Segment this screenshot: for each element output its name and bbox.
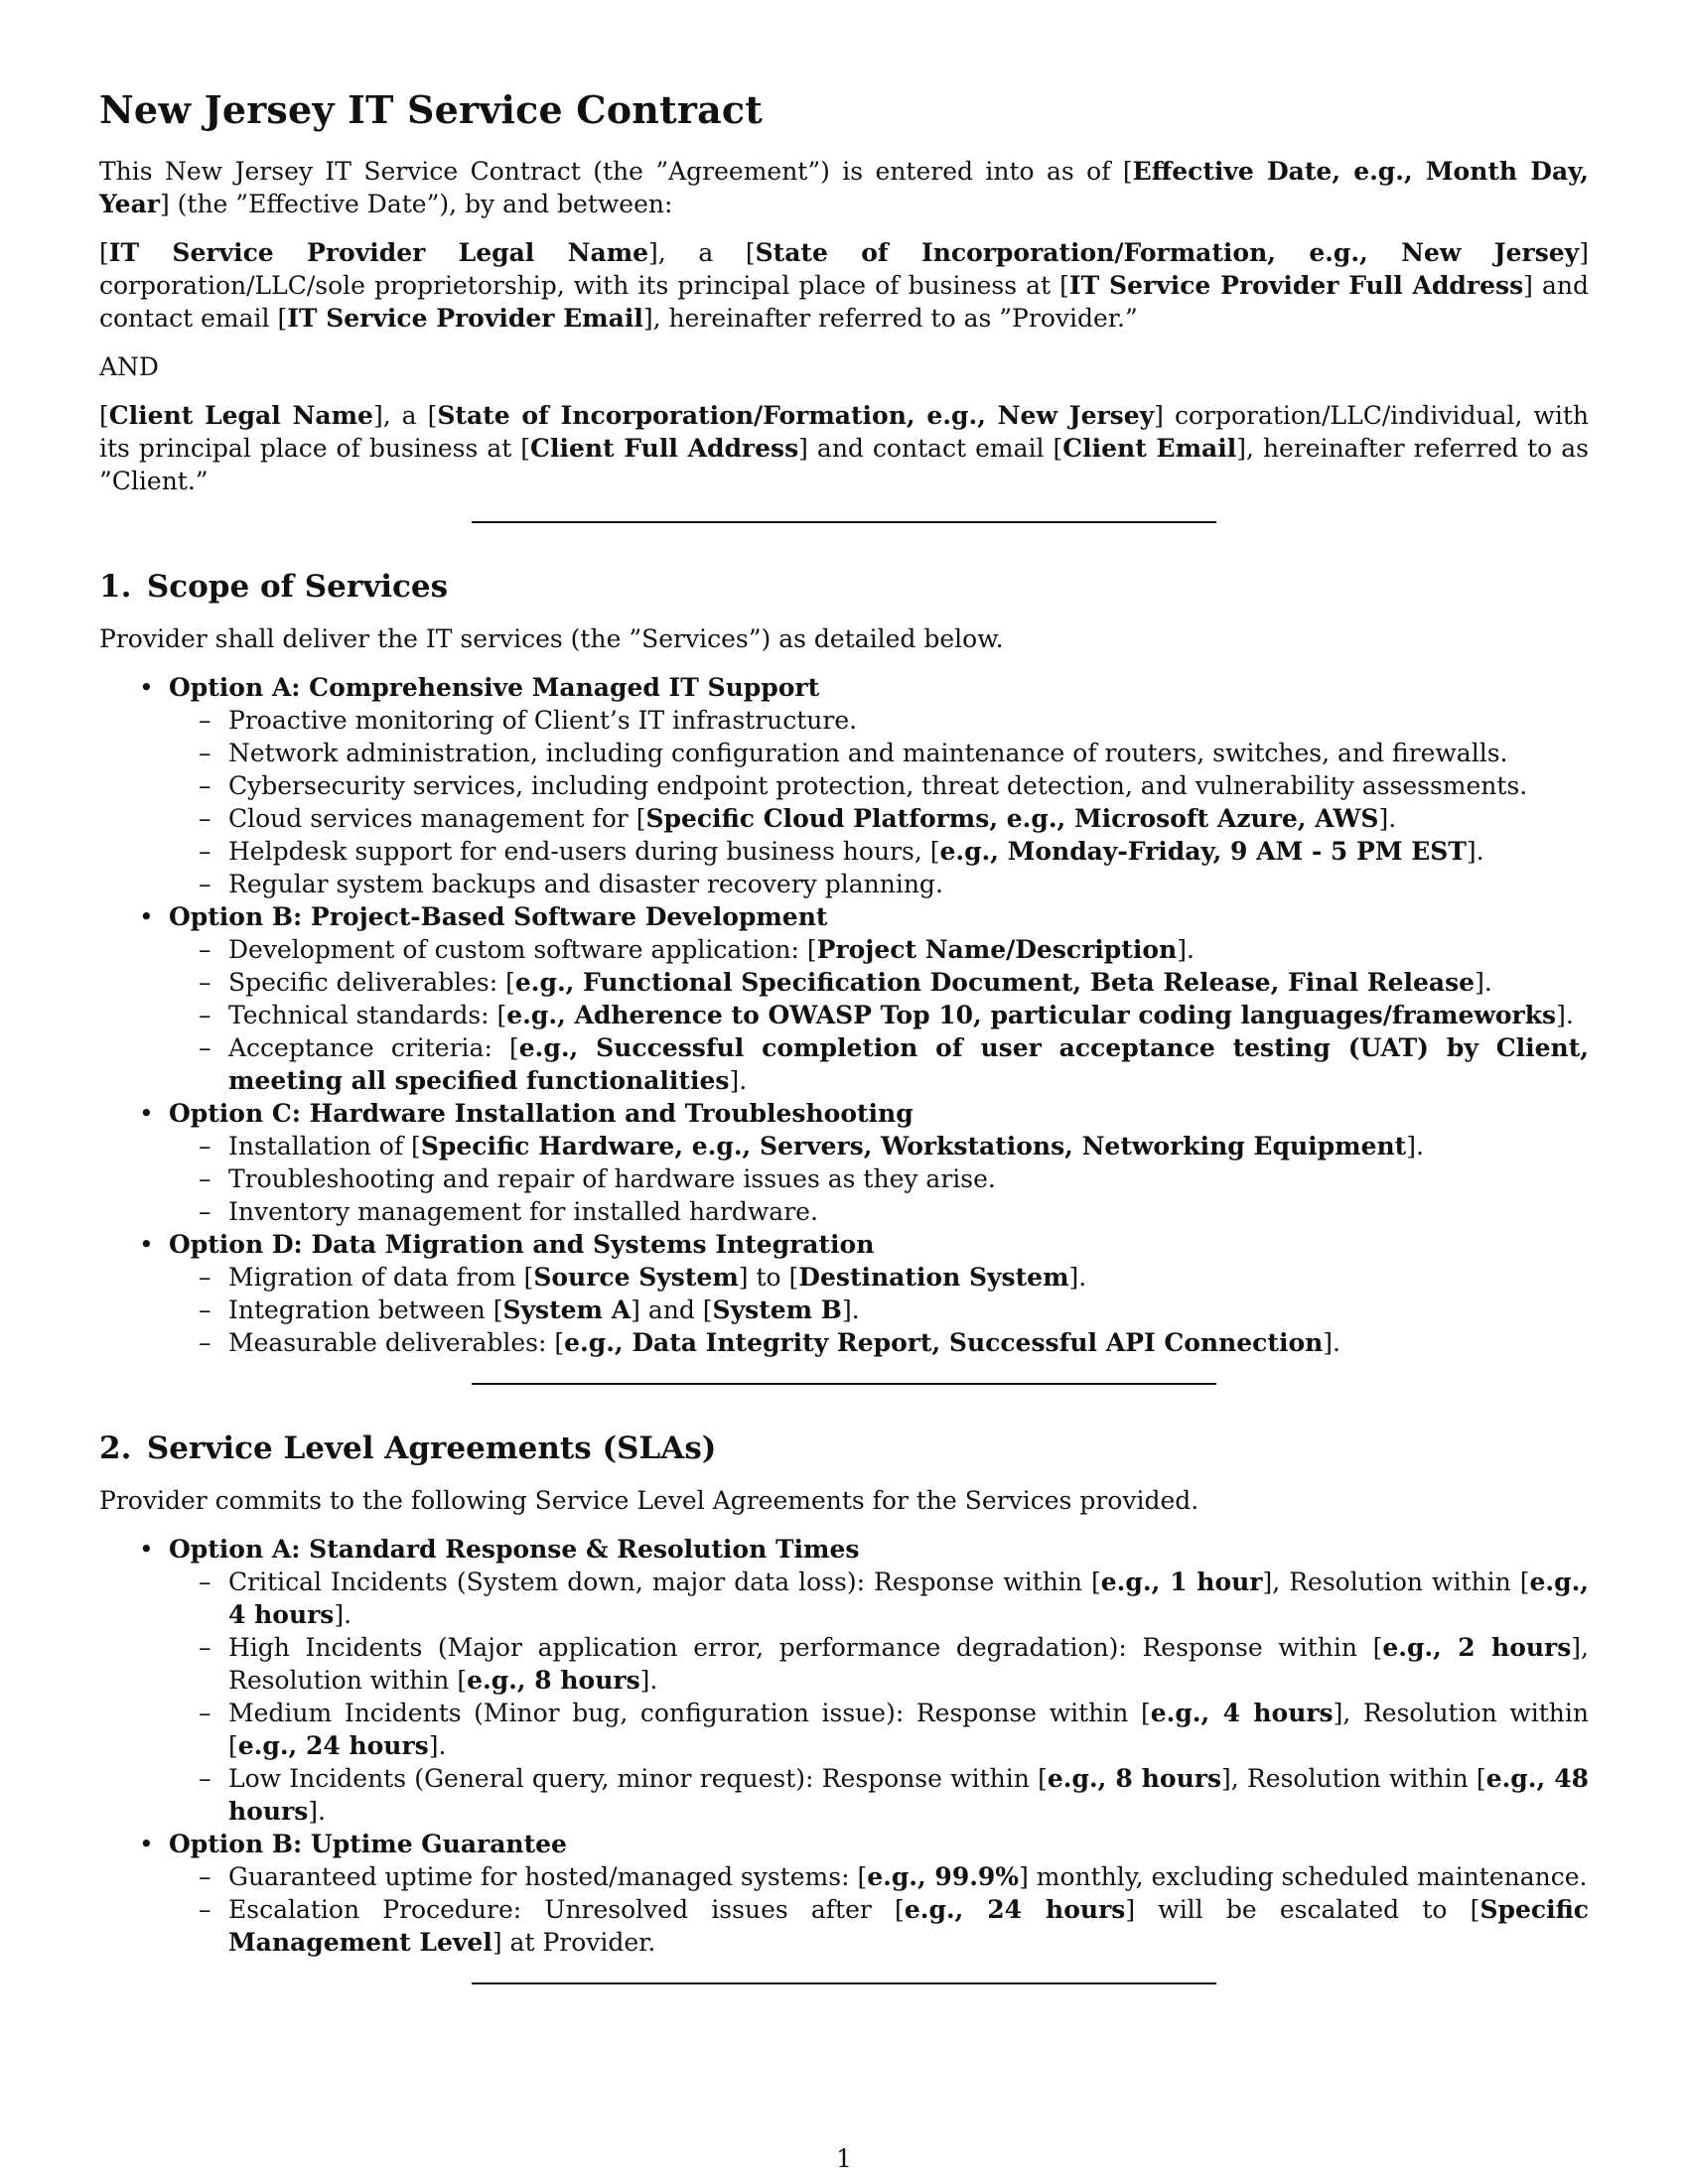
text-run: Integration between [ bbox=[228, 1296, 503, 1324]
option-detail-item bbox=[169, 1762, 1589, 1828]
text-run: ]. bbox=[428, 1731, 447, 1760]
text-run: ] and [ bbox=[631, 1296, 713, 1324]
text-run: ]. bbox=[1177, 935, 1195, 964]
text-run: Troubleshooting and repair of hardware issues as they arise. bbox=[228, 1164, 996, 1193]
document-title: New Jersey IT Service Contract bbox=[99, 87, 763, 132]
text-run: This New Jersey IT Service Contract (the ”Agreement”) is entered into as of bbox=[99, 157, 1123, 186]
text-run: Network administration, including configuration and maintenance of routers, switches, and firewalls. bbox=[228, 739, 1508, 767]
text-run: ] and contact email [ bbox=[99, 271, 1589, 333]
horizontal-rule bbox=[472, 1982, 1216, 1984]
document-content bbox=[99, 87, 1589, 2028]
placeholder-field: Specific Management Level bbox=[228, 1895, 1589, 1957]
placeholder-field: Client Email bbox=[1062, 434, 1237, 463]
text-run: Escalation Procedure: Unresolved issues after [ bbox=[228, 1895, 905, 1924]
text-run: ]. bbox=[1475, 968, 1492, 997]
text-run: ]. bbox=[1323, 1328, 1340, 1357]
text-run: ]. bbox=[1068, 1263, 1087, 1292]
text-run: ]. bbox=[308, 1797, 326, 1826]
text-run: ] (the ”Effective Date”), by and between: bbox=[159, 190, 673, 218]
page-number: 1 bbox=[836, 2144, 852, 2173]
text-run: Inventory management for installed hardware. bbox=[228, 1197, 818, 1226]
option-sublist bbox=[169, 1130, 1589, 1228]
placeholder-field: Source System bbox=[533, 1263, 739, 1292]
option-sublist bbox=[169, 704, 1589, 900]
text-run: ]. bbox=[729, 1066, 748, 1095]
placeholder-field: IT Service Provider Full Address bbox=[1068, 271, 1524, 300]
placeholder-field: e.g., 4 hours bbox=[228, 1568, 1589, 1629]
option-sublist bbox=[169, 1566, 1589, 1828]
option-title: Option A: Standard Response & Resolution Times bbox=[169, 1535, 860, 1564]
text-run: ], hereinafter referred to as ”Client.” bbox=[99, 434, 1589, 495]
option-detail-item bbox=[169, 868, 1589, 900]
text-run: ], hereinafter referred to as ”Provider.” bbox=[642, 304, 1138, 333]
text-run: ] and contact email [ bbox=[798, 434, 1063, 463]
placeholder-field: System A bbox=[502, 1296, 632, 1324]
placeholder-field: IT Service Provider Legal Name bbox=[108, 238, 649, 267]
text-run: Regular system backups and disaster recovery planning. bbox=[228, 870, 943, 898]
option-detail-item bbox=[169, 1261, 1589, 1294]
placeholder-field: e.g., 24 hours bbox=[904, 1895, 1126, 1924]
option-detail-item bbox=[169, 1893, 1589, 1959]
option-item bbox=[99, 1228, 1589, 1359]
text-run: ] at Provider. bbox=[492, 1928, 656, 1957]
placeholder-field: Specific Cloud Platforms, e.g., Microsoft Azure, AWS bbox=[645, 804, 1379, 833]
text-run: ] corporation/LLC/sole proprietorship, with its principal place of business at [ bbox=[99, 238, 1589, 300]
option-detail-item bbox=[169, 1130, 1589, 1162]
option-detail-item bbox=[169, 933, 1589, 966]
option-sublist bbox=[169, 933, 1589, 1097]
text-run: Helpdesk support for end-users during business hours, [ bbox=[228, 837, 940, 866]
option-detail-item bbox=[169, 966, 1589, 999]
client-paragraph bbox=[99, 399, 1589, 497]
option-item bbox=[99, 900, 1589, 1097]
placeholder-field: System B bbox=[712, 1296, 842, 1324]
text-run: ]. bbox=[841, 1296, 860, 1324]
horizontal-rule bbox=[472, 1383, 1216, 1385]
sections-container bbox=[99, 567, 1589, 1984]
text-run: ]. bbox=[1466, 837, 1484, 866]
text-run: ] will be escalated to [ bbox=[1125, 1895, 1480, 1924]
horizontal-rule bbox=[472, 521, 1216, 523]
placeholder-field: e.g., 8 hours bbox=[1047, 1764, 1222, 1793]
text-run: ], Resolution within [ bbox=[1221, 1764, 1486, 1793]
text-run: [ bbox=[1122, 157, 1133, 186]
text-run: [ bbox=[99, 238, 109, 267]
text-run: ] corporation/LLC/individual, with its principal place of business at [ bbox=[99, 401, 1589, 463]
option-detail-item bbox=[169, 1195, 1589, 1228]
placeholder-field: e.g., 1 hour bbox=[1100, 1568, 1263, 1596]
option-detail-item bbox=[169, 1162, 1589, 1195]
placeholder-field: State of Incorporation/Formation, e.g., New Jersey bbox=[437, 401, 1155, 430]
text-run: ]. bbox=[1378, 804, 1397, 833]
placeholder-field: e.g., 24 hours bbox=[237, 1731, 429, 1760]
text-run: ]. bbox=[1406, 1132, 1424, 1160]
placeholder-field: e.g., Functional Specification Document, Beta Release, Final Release bbox=[514, 968, 1476, 997]
options-list bbox=[99, 671, 1589, 1359]
option-detail-item bbox=[169, 1031, 1589, 1097]
text-run: ]. bbox=[639, 1666, 658, 1695]
text-run: Installation of [ bbox=[228, 1132, 421, 1160]
placeholder-field: e.g., 2 hours bbox=[1382, 1633, 1572, 1662]
placeholder-field: e.g., 99.9% bbox=[867, 1862, 1020, 1891]
text-run: Proactive monitoring of Client’s IT infrastructure. bbox=[228, 706, 858, 735]
option-detail-item bbox=[169, 1566, 1589, 1631]
option-item bbox=[99, 671, 1589, 900]
option-detail-item bbox=[169, 1697, 1589, 1762]
option-item bbox=[99, 1533, 1589, 1828]
text-run: Low Incidents (General query, minor request): Response within [ bbox=[228, 1764, 1048, 1793]
text-run: Medium Incidents (Minor bug, configuration issue): Response within [ bbox=[228, 1699, 1151, 1727]
text-run: Measurable deliverables: [ bbox=[228, 1328, 565, 1357]
placeholder-field: e.g., Monday-Friday, 9 AM - 5 PM EST bbox=[939, 837, 1467, 866]
provider-paragraph bbox=[99, 236, 1589, 335]
text-run: ], Resolution within [ bbox=[228, 1699, 1590, 1760]
text-run: High Incidents (Major application error, performance degradation): Response within [ bbox=[228, 1633, 1383, 1662]
option-detail-item bbox=[169, 737, 1589, 769]
option-detail-item bbox=[169, 999, 1589, 1031]
text-run: ], Resolution within [ bbox=[228, 1633, 1589, 1695]
text-run: Guaranteed uptime for hosted/managed systems: [ bbox=[228, 1862, 868, 1891]
placeholder-field: Client Full Address bbox=[530, 434, 799, 463]
placeholder-field: Effective Date, e.g., Month Day, Year bbox=[99, 157, 1589, 218]
placeholder-field: Project Name/Description bbox=[816, 935, 1178, 964]
text-run: ]. bbox=[334, 1600, 352, 1629]
option-detail-item bbox=[169, 802, 1589, 835]
text-run: Migration of data from [ bbox=[228, 1263, 534, 1292]
text-run: ], Resolution within [ bbox=[1262, 1568, 1530, 1596]
option-title: Option A: Comprehensive Managed IT Support bbox=[169, 673, 820, 702]
option-detail-item bbox=[169, 769, 1589, 802]
preamble-paragraph bbox=[99, 155, 1589, 220]
option-item bbox=[99, 1828, 1589, 1959]
option-title: Option B: Uptime Guarantee bbox=[169, 1830, 567, 1858]
text-run: Cybersecurity services, including endpoint protection, threat detection, and vulnerability assessments. bbox=[228, 771, 1528, 800]
text-run: Development of custom software application: [ bbox=[228, 935, 817, 964]
placeholder-field: Client Legal Name bbox=[108, 401, 373, 430]
text-run: Technical standards: [ bbox=[228, 1001, 507, 1029]
option-title: Option B: Project-Based Software Development bbox=[169, 902, 828, 931]
placeholder-field: e.g., 8 hours bbox=[467, 1666, 640, 1695]
placeholder-field: e.g., 48 hours bbox=[228, 1764, 1589, 1826]
text-run: Specific deliverables: [ bbox=[228, 968, 515, 997]
text-run: [ bbox=[99, 401, 109, 430]
text-run: ] to [ bbox=[738, 1263, 799, 1292]
option-title: Option D: Data Migration and Systems Integration bbox=[169, 1230, 875, 1259]
option-sublist bbox=[169, 1261, 1589, 1359]
text-run: ], a [ bbox=[372, 401, 438, 430]
option-detail-item bbox=[169, 1631, 1589, 1697]
placeholder-field: Specific Hardware, e.g., Servers, Workstations, Networking Equipment bbox=[420, 1132, 1407, 1160]
text-run: Cloud services management for [ bbox=[228, 804, 646, 833]
option-sublist bbox=[169, 1860, 1589, 1959]
placeholder-field: e.g., Successful completion of user acceptance testing (UAT) by Client, meeting all specified functionalities bbox=[228, 1033, 1589, 1095]
text-run: Acceptance criteria: [ bbox=[228, 1033, 519, 1062]
option-detail-item bbox=[169, 835, 1589, 868]
text-run: ], a [ bbox=[648, 238, 756, 267]
and-separator: AND bbox=[99, 352, 159, 381]
option-title: Option C: Hardware Installation and Troubleshooting bbox=[169, 1099, 914, 1128]
option-detail-item bbox=[169, 1326, 1589, 1359]
text-run: ]. bbox=[1556, 1001, 1574, 1029]
options-list bbox=[99, 1533, 1589, 1959]
placeholder-field: IT Service Provider Email bbox=[287, 304, 643, 333]
section-heading: 2. Service Level Agreements (SLAs) bbox=[99, 1431, 717, 1466]
text-run: ] monthly, excluding scheduled maintenance. bbox=[1019, 1862, 1588, 1891]
section-intro: Provider shall deliver the IT services (the ”Services”) as detailed below. bbox=[99, 624, 1004, 653]
section-heading: 1. Scope of Services bbox=[99, 569, 449, 605]
text-run: Critical Incidents (System down, major data loss): Response within [ bbox=[228, 1568, 1101, 1596]
option-detail-item bbox=[169, 1294, 1589, 1326]
option-item bbox=[99, 1097, 1589, 1228]
placeholder-field: Destination System bbox=[798, 1263, 1069, 1292]
placeholder-field: e.g., 4 hours bbox=[1150, 1699, 1334, 1727]
option-detail-item bbox=[169, 1860, 1589, 1893]
option-detail-item bbox=[169, 704, 1589, 737]
placeholder-field: State of Incorporation/Formation, e.g., New Jersey bbox=[755, 238, 1580, 267]
placeholder-field: e.g., Data Integrity Report, Successful API Connection bbox=[564, 1328, 1324, 1357]
section-intro: Provider commits to the following Service Level Agreements for the Services provided. bbox=[99, 1486, 1199, 1515]
placeholder-field: e.g., Adherence to OWASP Top 10, particular coding languages/frameworks bbox=[506, 1001, 1557, 1029]
